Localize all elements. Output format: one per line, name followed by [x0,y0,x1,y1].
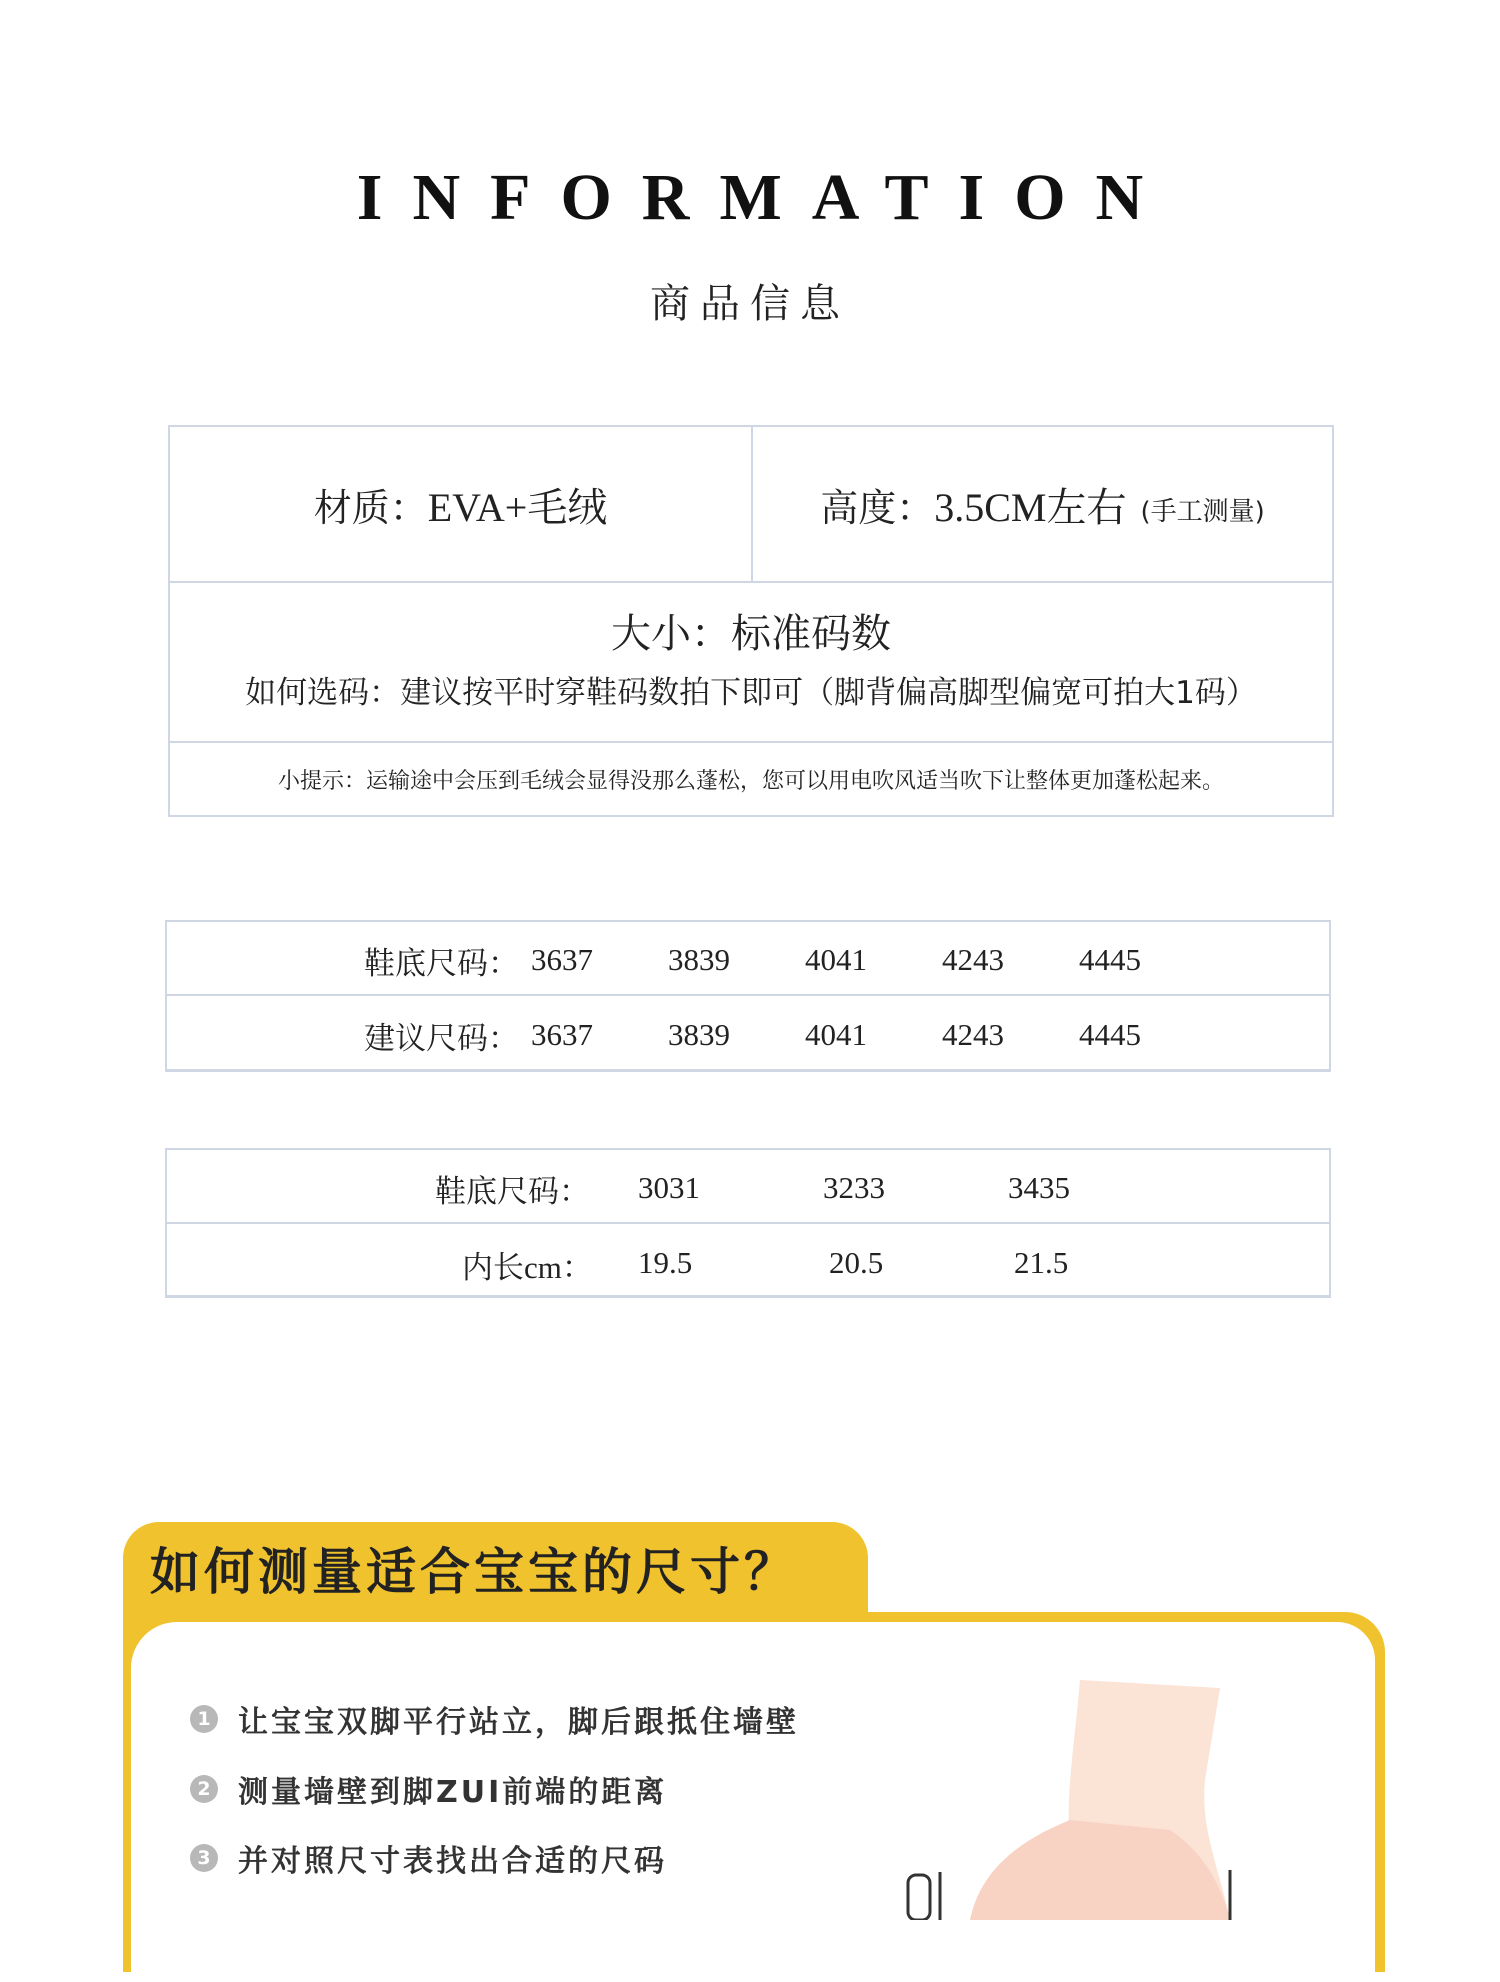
material-value: EVA+毛绒 [427,484,608,530]
size-table-adult [165,920,1331,1072]
inner-length-unit: cm： [524,1250,593,1285]
product-info-box [168,425,1334,817]
table-row [167,1150,1329,1224]
measure-step [190,1697,799,1741]
table-cell: 3839 [668,1017,730,1052]
step-number-1: 1 [190,1705,218,1733]
table-row [167,1224,1329,1296]
height-label: 高度： [820,485,935,530]
table-cell: 4445 [1079,942,1141,977]
table-cell: 3839 [668,942,730,977]
table-row [167,996,1329,1070]
inner-length-text: 内长 [462,1250,524,1286]
table-cell: 4243 [942,942,1004,977]
table-cell: 3031 [638,1170,700,1205]
table-cell: 4243 [942,1017,1004,1052]
step-number-2: 2 [190,1775,218,1803]
size-table-kids [165,1148,1331,1298]
height-note: (手工测量) [1140,496,1265,527]
info-row-size [170,583,1332,743]
foot-measure-illustration [900,1680,1260,1920]
measure-step [190,1836,667,1880]
height-value: 3.5CM左右 [934,484,1127,530]
step-text: 测量墙壁到脚ZUI前端的距离 [238,1775,668,1810]
table-cell: 20.5 [829,1245,884,1280]
measure-title: 如何测量适合宝宝的尺寸？ [150,1543,798,1601]
material-cell [170,427,753,581]
info-row-tip [170,743,1332,815]
table-row [167,922,1329,996]
step-text: 并对照尺寸表找出合适的尺码 [238,1844,667,1879]
table-cell: 21.5 [1014,1245,1069,1280]
small-tip: 小提示：运输途中会压到毛绒会显得没那么蓬松，您可以用电吹风适当吹下让整体更加蓬松起来。 [277,768,1224,794]
step-text: 让宝宝双脚平行站立，脚后跟抵住墙壁 [238,1705,799,1740]
page-title-cn: 商品信息 [650,281,850,327]
measure-step [190,1767,667,1811]
info-row-material-height [170,427,1332,583]
table-cell: 3637 [531,942,593,977]
sole-size-label: 鞋底尺码： [435,1174,590,1210]
table-cell: 4445 [1079,1017,1141,1052]
table-cell: 3435 [1008,1170,1070,1205]
size-title: 大小：标准码数 [611,611,891,657]
ruler-left [908,1875,930,1920]
table-cell: 4041 [805,1017,867,1052]
inner-length-label [462,1242,593,1287]
sole-size-label: 鞋底尺码： [364,946,519,982]
size-tip: 如何选码：建议按平时穿鞋码数拍下即可（脚背偏高脚型偏宽可拍大1码） [245,675,1257,711]
table-cell: 4041 [805,942,867,977]
height-cell [753,427,1332,581]
table-cell: 3637 [531,1017,593,1052]
table-cell: 19.5 [638,1245,693,1280]
step-number-3: 3 [190,1844,218,1872]
page-title-en: INFORMATION [356,161,1174,234]
suggested-size-label: 建议尺码： [364,1021,519,1057]
material-label: 材质： [313,485,428,530]
table-cell: 3233 [823,1170,885,1205]
